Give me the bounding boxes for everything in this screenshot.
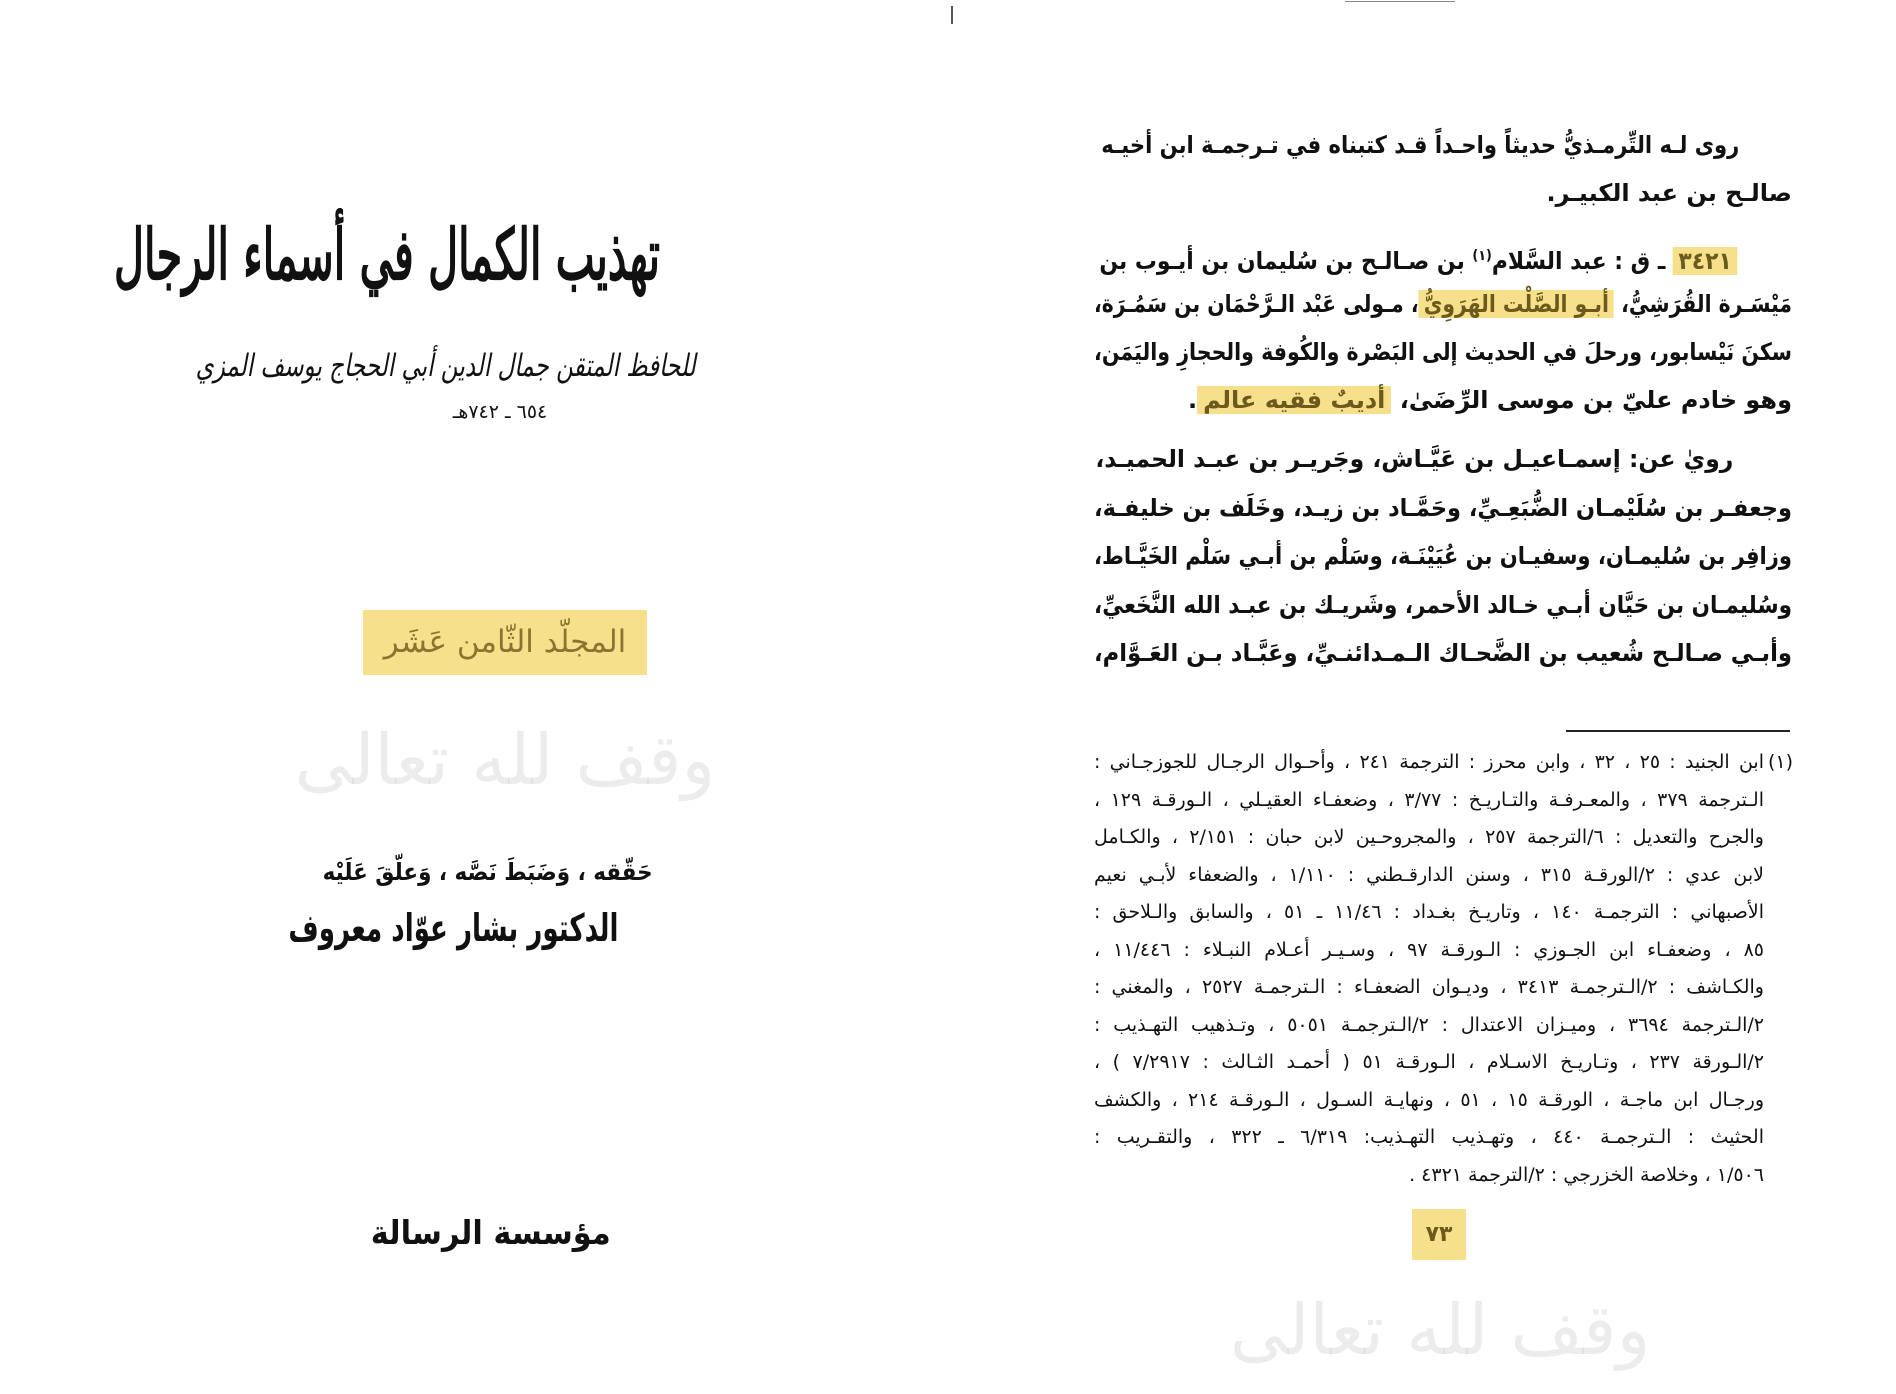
text-line: وسُليمـان بن حَيَّان أبـي خـالد الأحمر، وشَريـك بن عبـد الله النَّخَعيِّ، bbox=[1094, 591, 1792, 619]
footnote-line: والجرح والتعديل : ٦/الترجمة ٢٥٧ ، والمجروحـين لابن حبان : ٢/١٥١ ، والكـامل bbox=[1094, 826, 1764, 848]
footnote-line: ورجـال ابن ماجـة ، الورقـة ١٥ ، ٥١ ، ونهايـة السـول ، الـورقـة ٢١٤ ، والكشف bbox=[1094, 1088, 1764, 1111]
text-line bbox=[1094, 378, 1792, 422]
text-line: رويٰ عن: إسمـاعيـل بن عَيَّـاش، وجَريـر بن عبـد الحميـد، bbox=[1095, 445, 1734, 473]
editor-role: حَقّقه ، وَضَبَطَ نَصَّه ، وَعلّقَ عَلَيْه bbox=[322, 858, 653, 886]
entry-heading-line bbox=[1099, 234, 1792, 283]
highlighted-text: أديبٌ فقيه عالم bbox=[1197, 386, 1391, 414]
scan-mark bbox=[1345, 1, 1455, 2]
footnote-marker: (١) bbox=[1768, 751, 1794, 773]
footnote-line: ابن الجنيد : ٢٥ ، ٣٢ ، وابن محرز : الترجمة ٢٤١ ، وأحـوال الرجـال للجوزجـاني : bbox=[1094, 751, 1764, 773]
text-segment: ، مـولى عَبْد الـرَّحْمَان بن سَمُـرَة، bbox=[1093, 290, 1419, 318]
entry-number: ٣٤٢١ bbox=[1673, 247, 1737, 275]
editor-name: الدكتور بشار عوّاد معروف bbox=[288, 906, 619, 950]
text-segment: . bbox=[1188, 386, 1198, 414]
author-line: للحافظ المتقن جمال الدين أبي الحجاج يوسف المزي bbox=[195, 348, 696, 384]
text-line: صالـح بن عبد الكبيـر. bbox=[1546, 179, 1792, 207]
text-line: وزافِر بن سُليمـان، وسفيـان بن عُيَيْنَـة، وسَلْم بن أبـي سَلْم الخَيَّـاط، bbox=[1093, 542, 1792, 570]
publisher-logo: مؤسسة الرسالة bbox=[370, 1213, 611, 1252]
text-segment: ـ ق : عبد السَّلام bbox=[1491, 247, 1666, 275]
footnote-line: ٢/الـورقة ٢٣٧ ، وتـاريـخ الاسـلام ، الـورقـة ٥١ ( أحمـد الثـالث : ٧/٢٩١٧ ) ، bbox=[1094, 1051, 1765, 1073]
text-segment: وهو خادم عليّ بن موسى الرِّضَىٰ، bbox=[1391, 386, 1792, 414]
footnote-line: الحثيث : الـترجمـة ٤٤٠ ، وتهـذيب التهـذيب: ٦/٣١٩ ـ ٣٢٢ ، والتقـريب : bbox=[1094, 1126, 1764, 1148]
watermark: وقف لله تعالى bbox=[1229, 1289, 1651, 1371]
highlighted-text: أبـو الصَّلْت الهَرَوِيُّ bbox=[1419, 290, 1614, 318]
text-segment: مَيْسَـرة القُرَشِيُّ، bbox=[1614, 290, 1792, 318]
text-line: وأبـي صـالـح شُعيب بن الضَّحـاك الـمـدائنـيِّ، وعَبَّـاد بـن العَـوَّام، bbox=[1094, 639, 1792, 667]
text-line: وجعفـر بن سُلَيْمـان الضُّبَعِـيِّ، وحَمَّـاد بن زيـد، وخَلَف بن خليفـة، bbox=[1094, 494, 1792, 522]
footnote-line: ٢/الـترجمة ٣٦٩٤ ، وميـزان الاعتدال : ٢/الـترجمـة ٥٠٥١ ، وتـذهيب التهـذيب : bbox=[1094, 1013, 1765, 1036]
footnote-line: الأصبهاني : الترجمـة ١٤٠ ، وتاريـخ بغـداد : ١١/٤٦ ـ ٥١ ، والسابق والـلاحق : bbox=[1094, 901, 1765, 923]
text-line: روى لـه التِّرمـذيُّ حديثاً واحـداً قـد كتبناه في تـرجمـة ابن أخيـه bbox=[1101, 131, 1740, 159]
text-line bbox=[1093, 282, 1792, 326]
page-number: ٧٣ bbox=[1412, 1209, 1466, 1260]
scan-mark bbox=[951, 6, 953, 24]
footnote-separator bbox=[1566, 730, 1790, 732]
author-dates: ٦٥٤ ـ ٧٤٢هـ bbox=[452, 401, 548, 423]
footnote-line: الـترجمة ٣٧٩ ، والمعـرفـة والتـاريـخ : ٣/٧٧ ، وضعفـاء العقيـلي ، الـورقـة ١٢٩ ، bbox=[1094, 788, 1764, 811]
volume-label: المجلّد الثّامن عَشَر bbox=[383, 624, 627, 660]
book-title: تهذيب الكمال في أسماء الرجال bbox=[113, 213, 661, 296]
footnote-ref: (١) bbox=[1472, 248, 1492, 264]
watermark: وقف لله تعالى bbox=[294, 719, 716, 801]
text-segment: بن صـالـح بن سُليمان بن أيـوب بن bbox=[1099, 247, 1465, 275]
footnote-line: ١/٥٠٦ ، وخلاصة الخزرجي : ٢/الترجمة ٤٣٢١ . bbox=[1409, 1163, 1764, 1186]
footnote-line: والكـاشف : ٢/الـترجمـة ٣٤١٣ ، وديـوان الضعفـاء : الـترجمـة ٢٥٢٧ ، والمغني : bbox=[1094, 976, 1764, 998]
text-line: سكنَ نَيْسابور، ورحلَ في الحديث إلى البَصْرة والكُوفة والحجازِ واليَمَن، bbox=[1094, 338, 1792, 366]
footnote-line: لابن عدي : ٢/الورقـة ٣١٥ ، وسنن الدارقـطني : ١/١١٠ ، والضعفاء لأبـي نعيم bbox=[1094, 863, 1764, 886]
footnote-line: ٨٥ ، وضعفـاء ابن الجـوزي : الـورقـة ٩٧ ، وسـيـر أعـلام النبـلاء : ١١/٤٤٦ ، bbox=[1094, 938, 1765, 961]
volume-box bbox=[363, 610, 647, 675]
